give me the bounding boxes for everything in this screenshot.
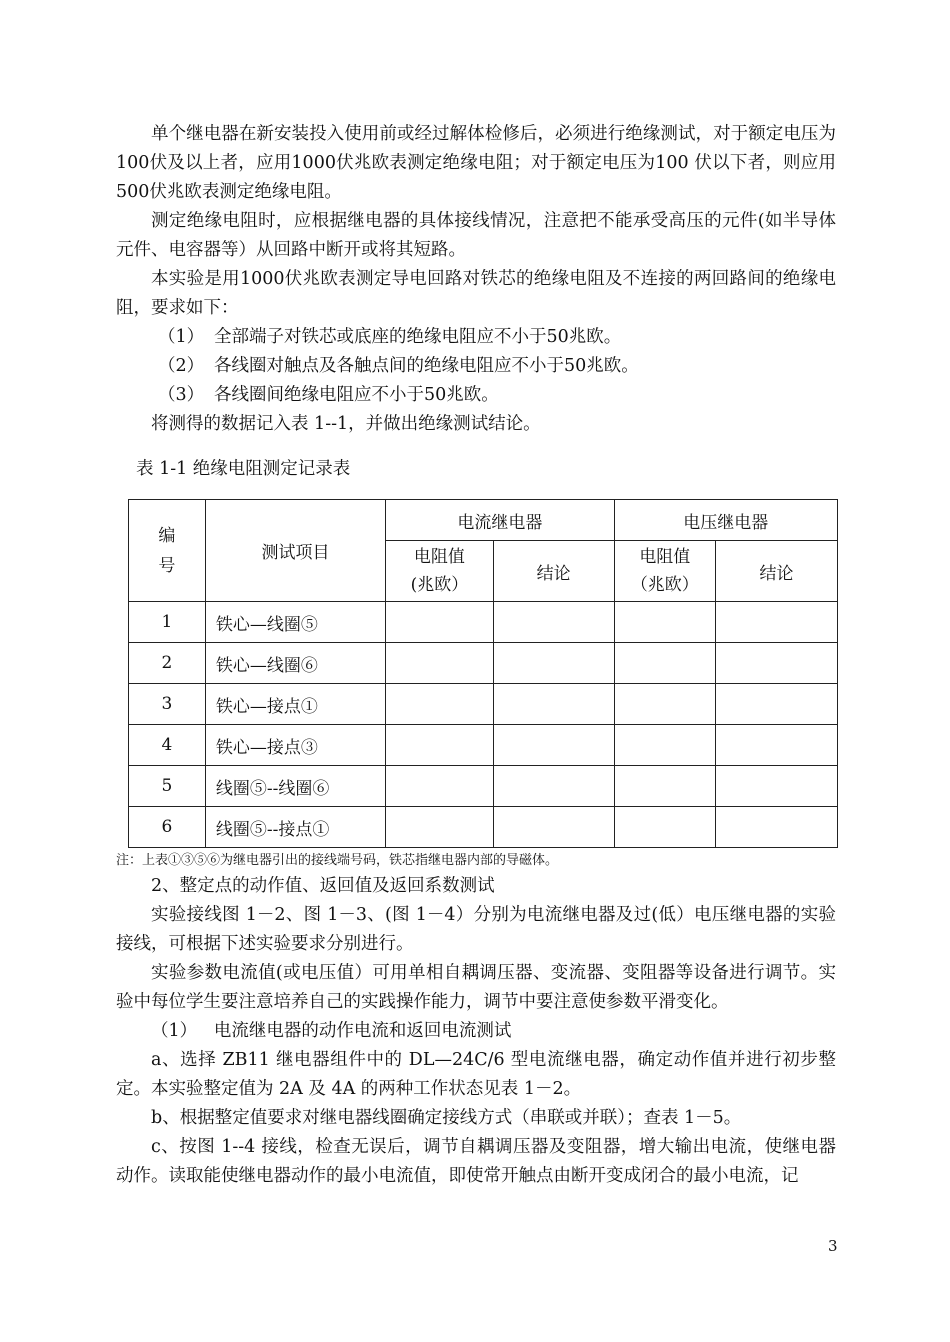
cell-empty: [493, 807, 614, 848]
requirement-item: （1） 全部端子对铁芯或底座的绝缘电阻应不小于50兆欧。: [158, 327, 622, 347]
cell-empty: [386, 725, 494, 766]
row-item: 铁心—接点①: [205, 684, 385, 725]
table-row: [129, 684, 838, 725]
row-number: 4: [129, 725, 206, 766]
table-row: [129, 725, 838, 766]
cell-empty: [493, 643, 614, 684]
cell-empty: [386, 684, 494, 725]
header-number: 编 号: [129, 500, 206, 602]
paragraph: 单个继电器在新安装投入使用前或经过解体检修后，必须进行绝缘测试，对于额定电压为100伏及以上者，应用1000伏兆欧表测定绝缘电阻；对于额定电压为100 伏以下者，则应用500伏兆欧表测定绝缘电阻。: [116, 124, 836, 202]
row-number: 2: [129, 643, 206, 684]
header-test-item: 测试项目: [205, 500, 385, 602]
cell-empty: [716, 807, 838, 848]
table-note: 注：上表①③⑤⑥为继电器引出的接线端号码，铁芯指继电器内部的导磁体。: [116, 853, 559, 868]
cell-empty: [716, 602, 838, 643]
header-resistance: 电阻值 （兆欧）: [614, 541, 715, 602]
paragraph: a、选择 ZB11 继电器组件中的 DL—24C/6 型电流继电器，确定动作值并进行初步整定。本实验整定值为 2A 及 4A 的两种工作状态见表 1－2。: [116, 1050, 836, 1099]
cell-empty: [614, 807, 715, 848]
paragraph: 测定绝缘电阻时，应根据继电器的具体接线情况，注意把不能承受高压的元件(如半导体元件、电容器等）从回路中断开或将其短路。: [116, 211, 836, 260]
header-conclusion: 结论: [493, 541, 614, 602]
paragraph: 实验接线图 1－2、图 1－3、(图 1－4）分别为电流继电器及过(低）电压继电器的实验接线，可根据下述实验要求分别进行。: [116, 905, 836, 954]
document-body: [116, 120, 836, 1191]
row-item: 铁心—接点③: [205, 725, 385, 766]
cell-empty: [716, 766, 838, 807]
row-number: 6: [129, 807, 206, 848]
cell-empty: [493, 602, 614, 643]
cell-empty: [614, 643, 715, 684]
cell-empty: [614, 766, 715, 807]
table-row: [129, 766, 838, 807]
table-row: [129, 643, 838, 684]
section-heading: 2、整定点的动作值、返回值及返回系数测试: [151, 876, 495, 896]
cell-empty: [614, 684, 715, 725]
row-number: 1: [129, 602, 206, 643]
table-caption: 表 1-1 绝缘电阻测定记录表: [136, 459, 351, 479]
paragraph: 本实验是用1000伏兆欧表测定导电回路对铁芯的绝缘电阻及不连接的两回路间的绝缘电阻，要求如下：: [116, 269, 836, 318]
header-voltage-relay: 电压继电器: [614, 500, 837, 541]
page-number: 3: [828, 1237, 838, 1255]
paragraph: b、根据整定值要求对继电器线圈确定接线方式（串联或并联）；查表 1－5。: [151, 1108, 742, 1128]
row-item: 铁心—线圈⑤: [205, 602, 385, 643]
cell-empty: [493, 766, 614, 807]
cell-empty: [386, 602, 494, 643]
cell-empty: [493, 684, 614, 725]
requirement-item: （3） 各线圈间绝缘电阻应不小于50兆欧。: [158, 385, 499, 405]
subsection-heading: （1） 电流继电器的动作电流和返回电流测试: [151, 1021, 512, 1041]
cell-empty: [386, 766, 494, 807]
record-instruction: 将测得的数据记入表 1--1，并做出绝缘测试结论。: [151, 414, 541, 434]
cell-empty: [716, 725, 838, 766]
header-resistance: 电阻值 (兆欧）: [386, 541, 494, 602]
paragraph: 实验参数电流值(或电压值）可用单相自耦调压器、变流器、变阻器等设备进行调节。实验中每位学生要注意培养自己的实践操作能力，调节中要注意使参数平滑变化。: [116, 963, 836, 1012]
cell-empty: [386, 807, 494, 848]
row-item: 线圈⑤--接点①: [205, 807, 385, 848]
row-item: 线圈⑤--线圈⑥: [205, 766, 385, 807]
cell-empty: [386, 643, 494, 684]
header-conclusion: 结论: [716, 541, 838, 602]
cell-empty: [716, 684, 838, 725]
insulation-record-table: [128, 499, 838, 848]
row-item: 铁心—线圈⑥: [205, 643, 385, 684]
requirement-item: （2） 各线圈对触点及各触点间的绝缘电阻应不小于50兆欧。: [158, 356, 639, 376]
row-number: 3: [129, 684, 206, 725]
cell-empty: [614, 725, 715, 766]
cell-empty: [614, 602, 715, 643]
row-number: 5: [129, 766, 206, 807]
table-row: [129, 807, 838, 848]
cell-empty: [716, 643, 838, 684]
paragraph: c、按图 1--4 接线，检查无误后，调节自耦调压器及变阻器，增大输出电流，使继电器动作。读取能使继电器动作的最小电流值，即使常开触点由断开变成闭合的最小电流，记: [116, 1137, 836, 1186]
cell-empty: [493, 725, 614, 766]
header-current-relay: 电流继电器: [386, 500, 614, 541]
table-row: [129, 602, 838, 643]
